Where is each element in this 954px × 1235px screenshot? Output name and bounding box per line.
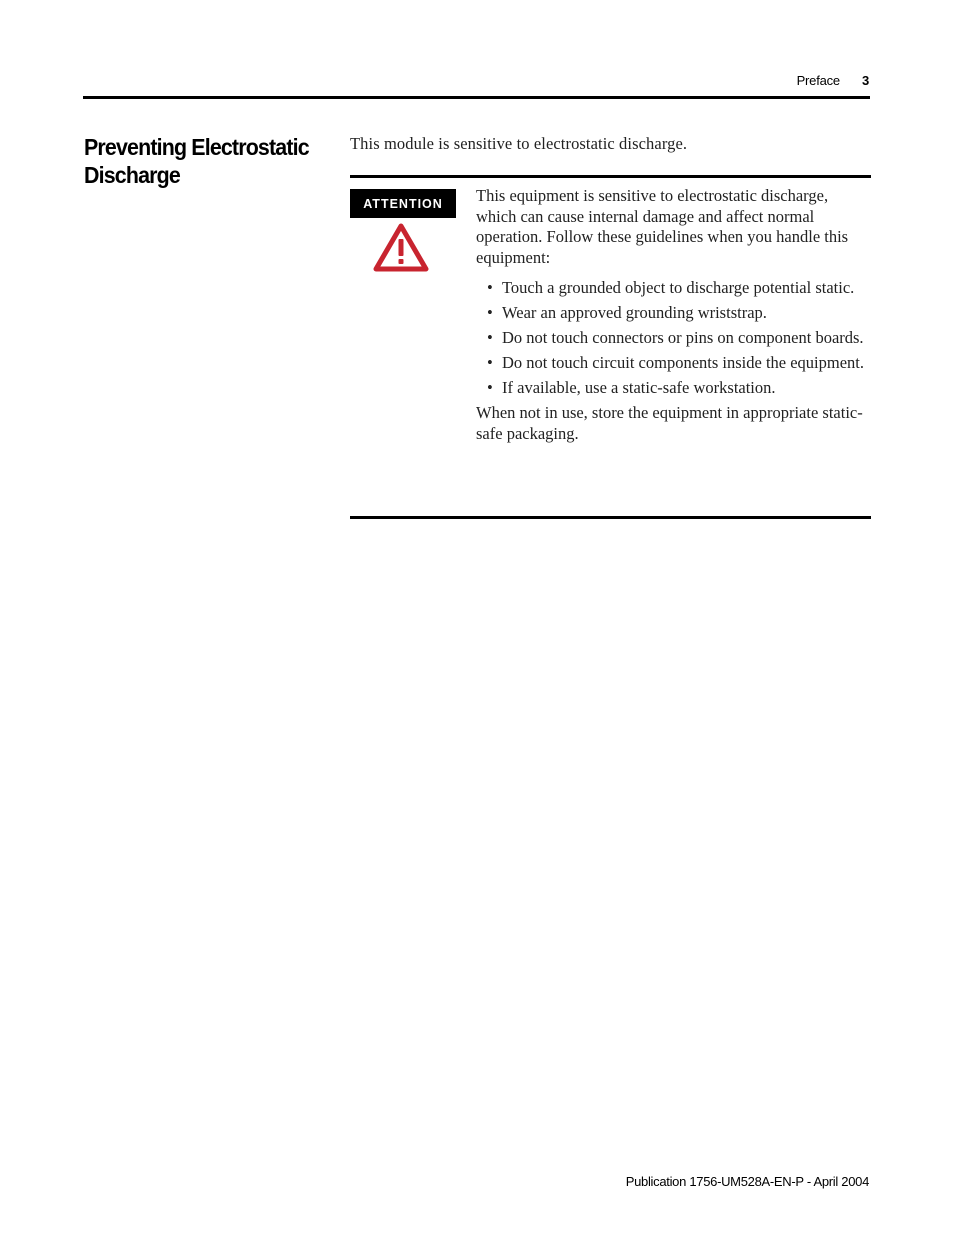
list-item: • If available, use a static-safe workstation. (476, 378, 871, 399)
publication-footer: Publication 1756-UM528A-EN-P - April 2004 (625, 1174, 869, 1189)
intro-text: This module is sensitive to electrostatic discharge. (350, 134, 688, 153)
guideline-list (476, 278, 871, 399)
attention-body (476, 186, 871, 444)
attention-closing: When not in use, store the equipment in appropriate static-safe packaging. (476, 403, 863, 443)
section-title: Preventing Electrostatic Discharge (84, 134, 309, 188)
list-item: • Touch a grounded object to discharge potential static. (476, 278, 871, 299)
list-item: • Wear an approved grounding wriststrap. (476, 303, 871, 324)
attention-lead: This equipment is sensitive to electrostatic discharge, which can cause internal damage and affect normal operation. Follow these guidelines when you handle this equipment: (476, 186, 849, 267)
warning-triangle-icon (373, 222, 429, 272)
attention-box-bottom-rule (350, 516, 871, 519)
attention-box-top-rule (350, 175, 871, 178)
header-divider (83, 96, 870, 99)
page-number: 3 (861, 73, 869, 88)
attention-badge: ATTENTION (350, 189, 456, 218)
list-item: • Do not touch circuit components inside the equipment. (476, 353, 871, 374)
list-item: • Do not touch connectors or pins on component boards. (476, 328, 871, 349)
page-header (797, 73, 869, 88)
header-section-label: Preface (796, 73, 840, 88)
